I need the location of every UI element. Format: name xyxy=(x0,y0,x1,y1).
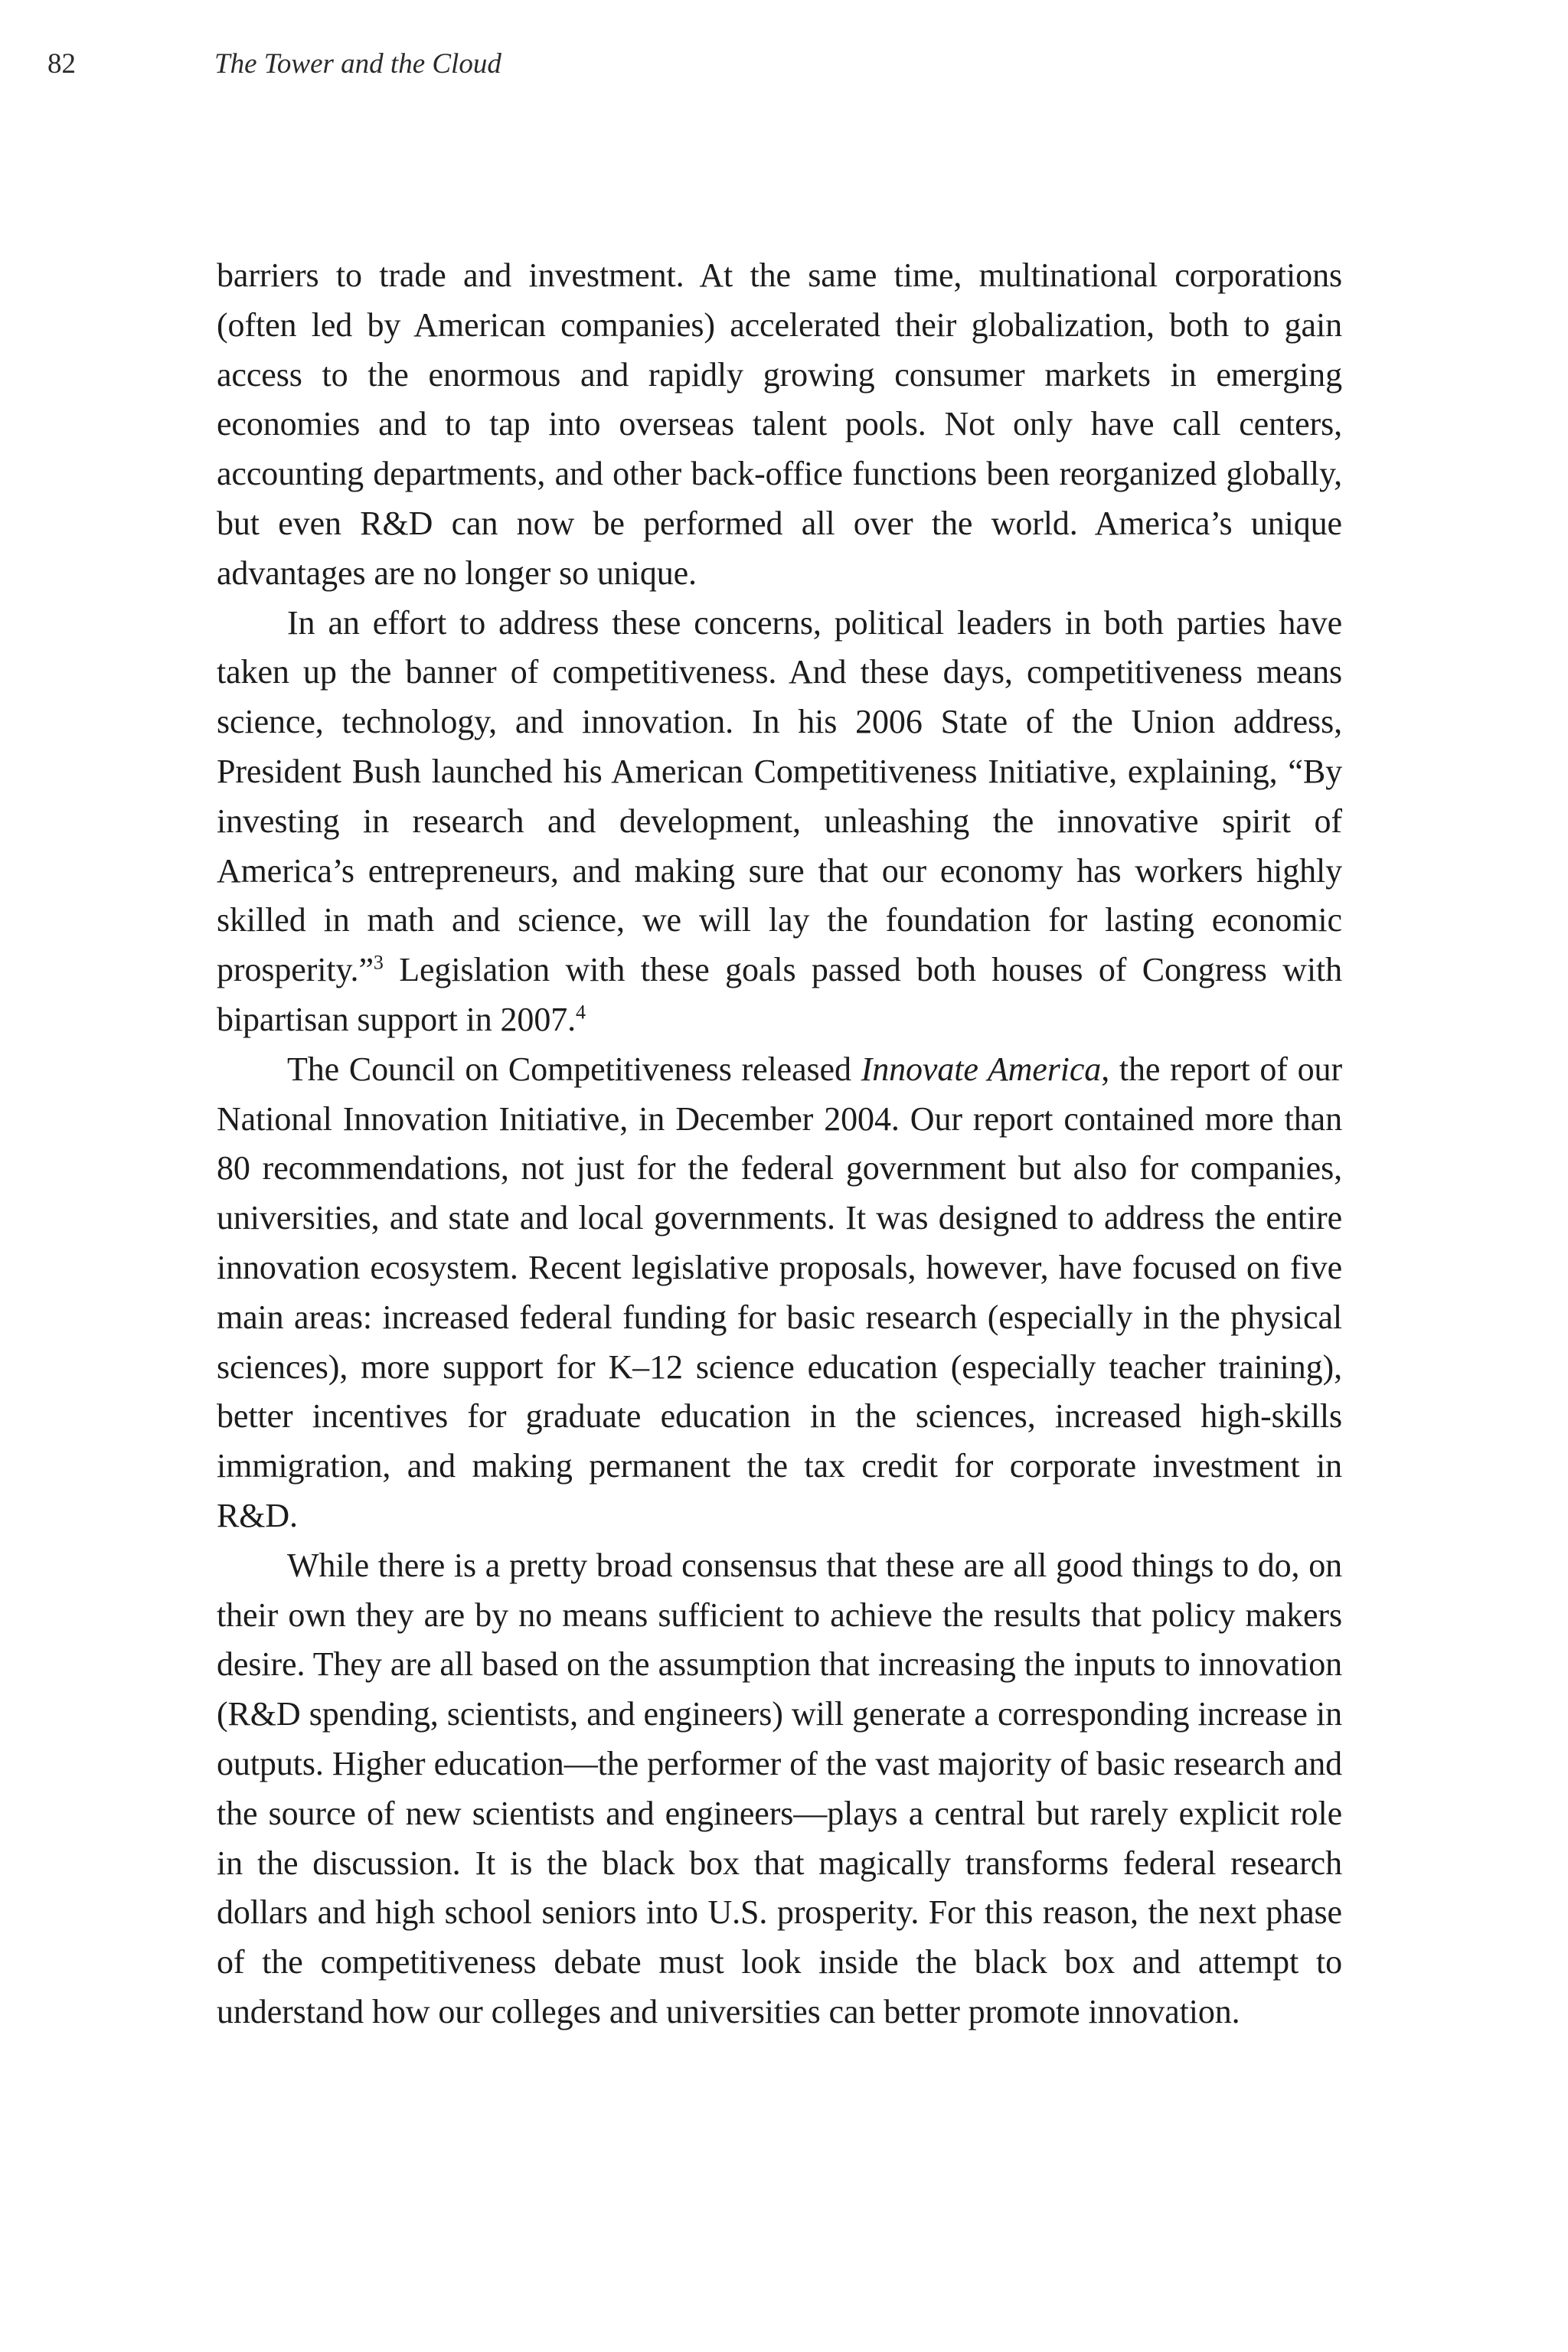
footnote-marker: 4 xyxy=(576,1001,586,1024)
page-number: 82 xyxy=(47,48,76,80)
paragraph-1 xyxy=(217,251,1342,599)
body-text xyxy=(217,251,1342,2037)
paragraph-2 xyxy=(217,599,1342,1045)
paragraph-text: The Council on Competitiveness released xyxy=(287,1050,861,1088)
paragraph-text: barriers to trade and investment. At the same time, multinational corporations (often led by American companies) accelerated their globalization, both to gain access to the enormous and rapidly growing consumer markets in emerging economies and to tap into overseas talent pools. Not only have call centers, accounting departments, and other back-office functions been reorganized globally, but even R&D can now be performed all over the world. America’s unique advantages are no longer so unique. xyxy=(217,256,1342,592)
paragraph-text: Legislation with these goals passed both houses of Congress with bipartisan support in 2007. xyxy=(217,951,1342,1038)
paragraph-text: While there is a pretty broad consensus that these are all good things to do, on their own they are by no means sufficient to achieve the results that policy makers desire. They are all based on the assumption that increasing the inputs to innovation (R&D spending, scientists, and engineers) will generate a corresponding increase in outputs. Higher education—the performer of the vast majority of basic research and the source of new scientists and engineers—plays a central but rarely explicit role in the discussion. It is the black box that magically transforms federal research dollars and high school seniors into U.S. prosperity. For this reason, the next phase of the competitiveness debate must look inside the black box and attempt to understand how our colleges and universities can better promote innovation. xyxy=(217,1546,1342,2030)
footnote-marker: 3 xyxy=(373,951,384,974)
paragraph-text: In an effort to address these concerns, political leaders in both parties have taken up the banner of competitiveness. And these days, competitiveness means science, technology, and innovation. In his 2006 State of the Union address, President Bush launched his American Competitiveness Initiative, explaining, “By investing in research and development, unleashing the innovative spirit of America’s entrepreneurs, and making sure that our economy has workers highly skilled in math and science, we will lay the foundation for lasting economic prosperity.” xyxy=(217,603,1342,989)
paragraph-3 xyxy=(217,1045,1342,1541)
paragraph-4 xyxy=(217,1541,1342,2037)
paragraph-text: , the report of our National Innovation Initiative, in December 2004. Our report contained more than 80 recommendations, not just for the federal government but also for companies, universities, and state and local governments. It was designed to address the entire innovation ecosystem. Recent legislative proposals, however, have focused on five main areas: increased federal funding for basic research (especially in the physical sciences), more support for K–12 science education (especially teacher training), better incentives for graduate education in the sciences, increased high-skills immigration, and making permanent the tax credit for corporate investment in R&D. xyxy=(217,1050,1343,1534)
running-title: The Tower and the Cloud xyxy=(214,48,501,80)
running-header xyxy=(47,47,501,86)
book-title: Innovate America xyxy=(861,1050,1102,1088)
